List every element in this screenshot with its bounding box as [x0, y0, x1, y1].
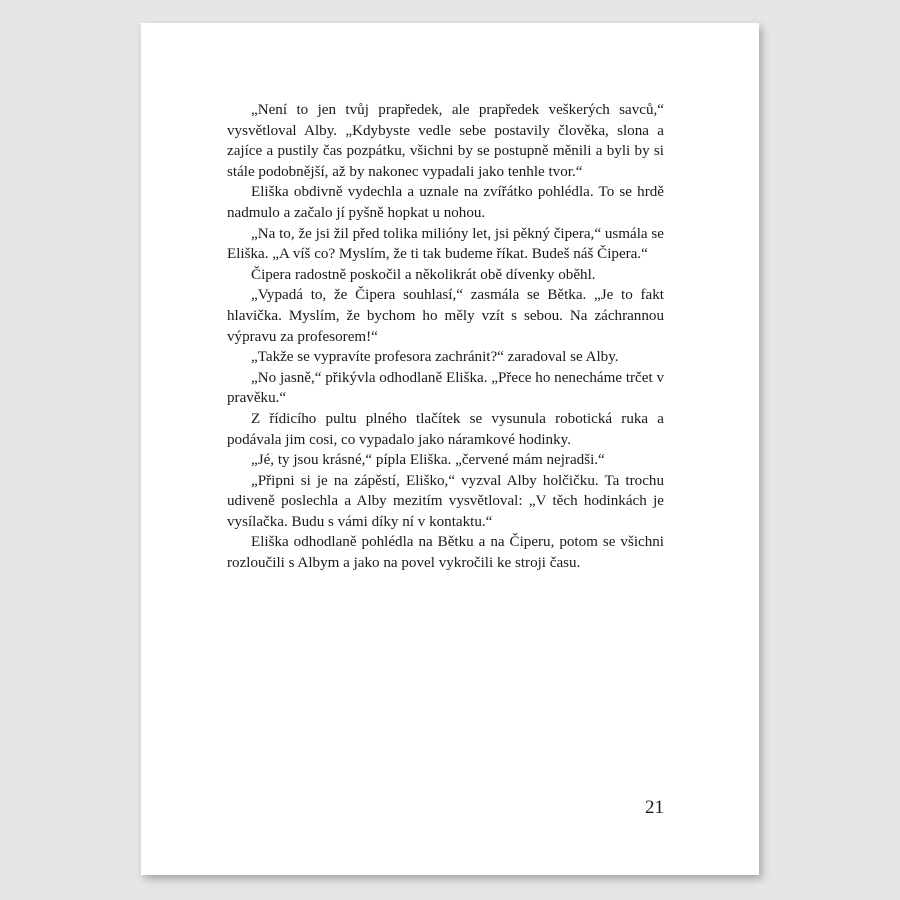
paragraph-2: Eliška obdivně vydechla a uznale na zvířátko pohlédla. To se hrdě nadmulo a začalo jí pyšně hopkat u nohou. — [227, 184, 664, 221]
paragraph-10: „Připni si je na zápěstí, Eliško,“ vyzval Alby holčičku. Ta trochu udiveně poslechla a Alby mezitím vysvětloval: „V těch hodinkách je vysílačka. Budu s vámi díky ní v kontaktu.“ — [227, 472, 664, 530]
paragraph-8: Z řídicího pultu plného tlačítek se vysunula robotická ruka a podávala jim cosi, co vypadalo jako náramkové hodinky. — [227, 410, 664, 448]
paragraph-1: „Není to jen tvůj prapředek, ale prapředek veškerých savců,“ vysvětloval Alby. „Kdybyste vedle sebe postavily člověka, slona a zajíce a pustily čas pozpátku, všichni by se postupně měnili a byli by si stále podobnější, až by nakonec vypadali jako tenhle tvor.“ — [227, 102, 664, 180]
paragraph-4: Čipera radostně poskočil a několikrát obě dívenky oběhl. — [251, 266, 596, 283]
paragraph-9: „Jé, ty jsou krásné,“ pípla Eliška. „červené mám nejradši.“ — [251, 452, 605, 469]
paragraph-6: „Takže se vypravíte profesora zachránit?“ zaradoval se Alby. — [251, 349, 619, 366]
page-number: 21 — [645, 797, 664, 818]
paragraph-7: „No jasně,“ přikývla odhodlaně Eliška. „Přece ho nenecháme trčet v pravěku.“ — [227, 369, 664, 407]
paragraph-5: „Vypadá to, že Čipera souhlasí,“ zasmála se Bětka. „Je to fakt hlavička. Myslím, že bychom ho měly vzít s sebou. Na záchrannou výpravu za profesorem!“ — [227, 287, 664, 345]
paragraph-3: „Na to, že jsi žil před tolika milióny let, jsi pěkný čipera,“ usmála se Eliška. „A víš co? Myslím, že ti tak budeme říkat. Budeš náš Čipera.“ — [227, 225, 664, 263]
body-text — [227, 100, 664, 574]
book-page — [141, 23, 759, 875]
paragraph-11: Eliška odhodlaně pohlédla na Bětku a na Čiperu, potom se všichni rozloučili s Albym a jako na povel vykročili ke stroji času. — [227, 534, 664, 572]
